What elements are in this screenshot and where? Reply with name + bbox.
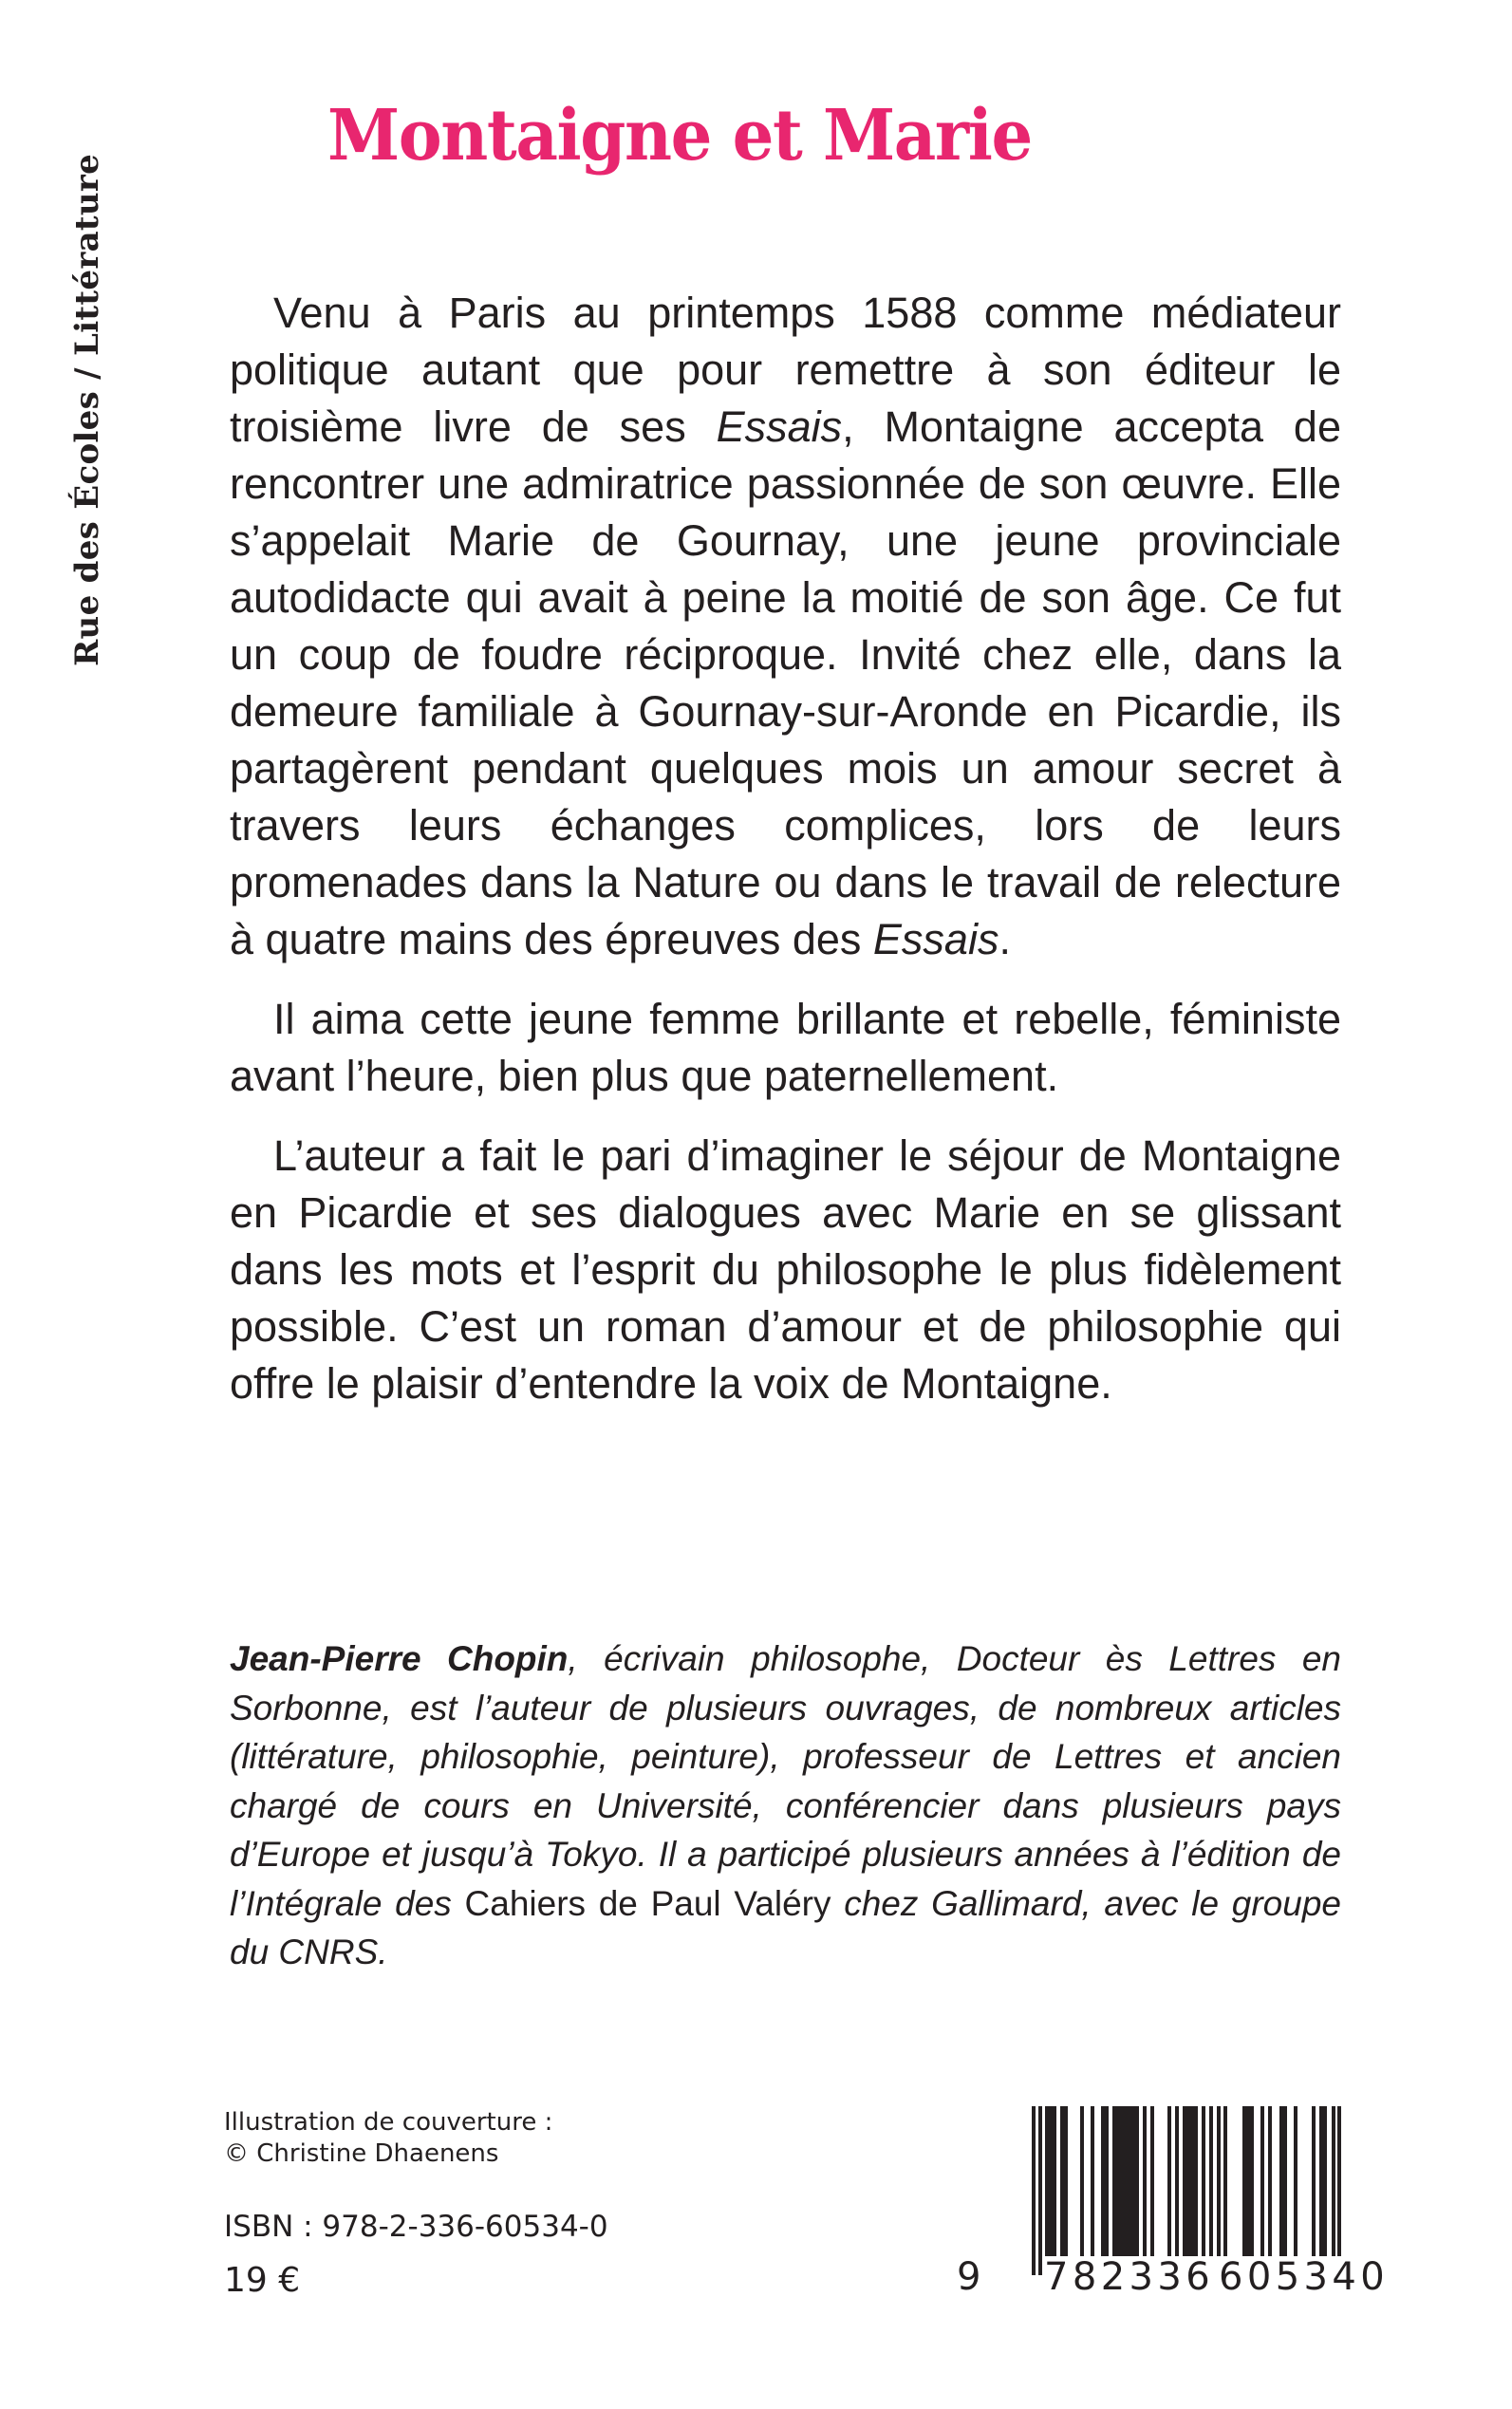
- work-title-essais: Essais: [872, 915, 999, 963]
- summary-paragraph: Venu à Paris au printemps 1588 comme médiateur politique autant que pour remettre à son éditeur le troisième livre de ses Essais, Montaigne accepta de rencontrer une admiratrice passionnée de son œuvre. Elle s’appelait Marie de Gournay, une jeune provinciale autodidacte qui avait à peine la moitié de son âge. Ce fut un coup de foudre réciproque. Invité chez elle, dans la demeure familiale à Gournay-sur-Aronde en Picardie, ils partagèrent pendant quelques mois un amour secret à travers leurs échanges complices, lors de leurs promenades dans la Nature ou dans le travail de relecture à quatre mains des épreuves des Essais.: [230, 289, 1341, 963]
- price: 19 €: [224, 2261, 301, 2300]
- barcode-left-group: 782336: [1044, 2255, 1215, 2299]
- barcode-digits: [949, 2255, 1390, 2299]
- work-title-cahiers: Cahiers de Paul Valéry: [464, 1883, 831, 1923]
- author-bio: Jean-Pierre Chopin, écrivain philosophe, Docteur ès Lettres en Sorbonne, est l’auteur de plusieurs ouvrages, de nombreux articles (littérature, philosophie, peinture), professeur de Lettres et ancien chargé de cours en Université, conférencier dans plusieurs pays d’Europe et jusqu’à Tokyo. Il a participé plusieurs années à l’édition de l’Intégrale des Cahiers de Paul Valéry chez Gallimard, avec le groupe du CNRS.: [230, 1639, 1341, 1971]
- barcode: [949, 2104, 1390, 2299]
- work-title-essais: Essais: [716, 402, 843, 451]
- spine-label: [66, 111, 108, 666]
- illustration-credit: © Christine Dhaenens: [224, 2139, 499, 2168]
- book-summary: [230, 285, 1341, 1435]
- author-name: Jean-Pierre Chopin: [230, 1639, 569, 1678]
- collection-name: Rue des Écoles / Littérature: [68, 153, 106, 666]
- illustration-credits: [224, 2107, 552, 2170]
- book-title: Montaigne et Marie: [327, 95, 1032, 177]
- barcode-first-digit: 9: [957, 2255, 981, 2299]
- barcode-right-group: 605340: [1219, 2255, 1390, 2299]
- summary-paragraph: Il aima cette jeune femme brillante et rebelle, féministe avant l’heure, bien plus que paternellement.: [230, 995, 1341, 1100]
- illustration-label: Illustration de couverture :: [224, 2108, 553, 2137]
- summary-paragraph: L’auteur a fait le pari d’imaginer le séjour de Montaigne en Picardie et ses dialogues avec Marie en se glissant dans les mots et l’esprit du philosophe le plus fidèlement possible. C’est un roman d’amour et de philosophie qui offre le plaisir d’entendre la voix de Montaigne.: [230, 1131, 1341, 1408]
- isbn: ISBN : 978-2-336-60534-0: [224, 2210, 608, 2244]
